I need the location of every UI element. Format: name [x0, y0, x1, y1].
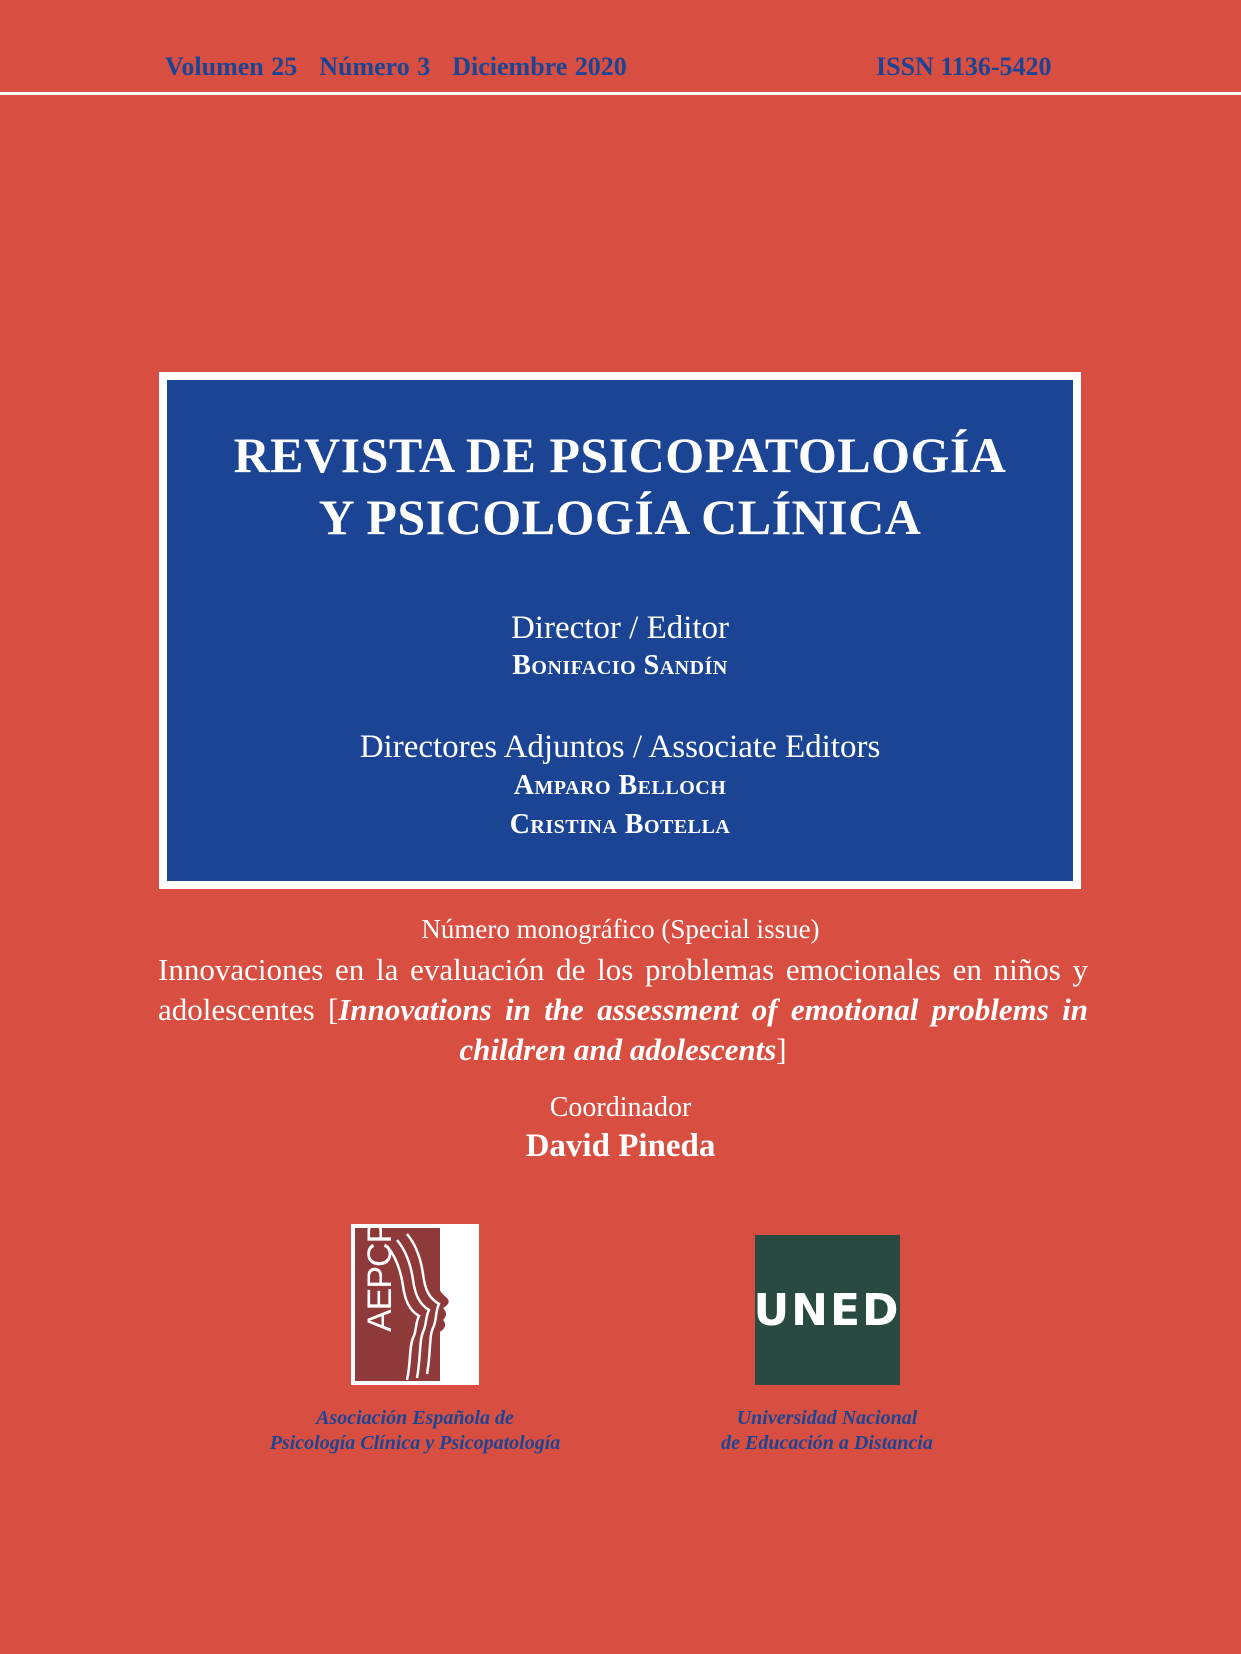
- coordinator-name: David Pineda: [525, 1128, 716, 1164]
- special-issue-title-es: Innovaciones en la evaluación de los problemas emocionales en niños y adolescentes [: [158, 952, 1088, 1027]
- uned-org-name: [617, 1406, 1037, 1456]
- issn-label: ISSN 1136-5420: [876, 52, 1052, 81]
- aepcp-org-line-2: Psicología Clínica y Psicopatología: [269, 1432, 561, 1454]
- number-label: Número 3: [319, 52, 431, 81]
- special-issue-title-en: Innovations in the assessment of emotional problems in children and adolescents: [338, 992, 1088, 1067]
- date-label: Diciembre 2020: [452, 52, 627, 81]
- associate-editor-1: Amparo Belloch: [513, 770, 727, 801]
- special-issue-title-close: ]: [776, 1032, 787, 1067]
- associate-editor-2: Cristina Botella: [509, 809, 731, 840]
- journal-title-box: [159, 372, 1081, 889]
- journal-title-line-2: Y PSICOLOGÍA CLÍNICA: [318, 489, 922, 545]
- uned-org-line-1: Universidad Nacional: [736, 1407, 918, 1429]
- coordinator-label: Coordinador: [549, 1092, 692, 1123]
- issue-info: [165, 52, 649, 82]
- uned-org-line-2: de Educación a Distancia: [721, 1432, 933, 1454]
- journal-title-line-1: REVISTA DE PSICOPATOLOGÍA: [233, 427, 1007, 483]
- uned-logo: [755, 1235, 900, 1385]
- director-name: Bonifacio Sandín: [512, 650, 728, 681]
- volume-label: Volumen 25: [165, 52, 298, 81]
- aepcp-org-name: [205, 1406, 625, 1456]
- aepcp-logo: [351, 1224, 479, 1385]
- director-label: Director / Editor: [510, 610, 730, 646]
- uned-logo-text: UNED: [755, 1285, 900, 1336]
- journal-title: [167, 424, 1073, 548]
- special-issue-label: Número monográfico (Special issue): [421, 914, 820, 944]
- associate-editors-label: Directores Adjuntos / Associate Editors: [359, 729, 881, 765]
- aepcp-logo-text: AEPCP: [361, 1224, 399, 1332]
- header-divider: [0, 92, 1241, 95]
- special-issue-title: [158, 950, 1088, 1070]
- aepcp-org-line-1: Asociación Española de: [316, 1407, 514, 1429]
